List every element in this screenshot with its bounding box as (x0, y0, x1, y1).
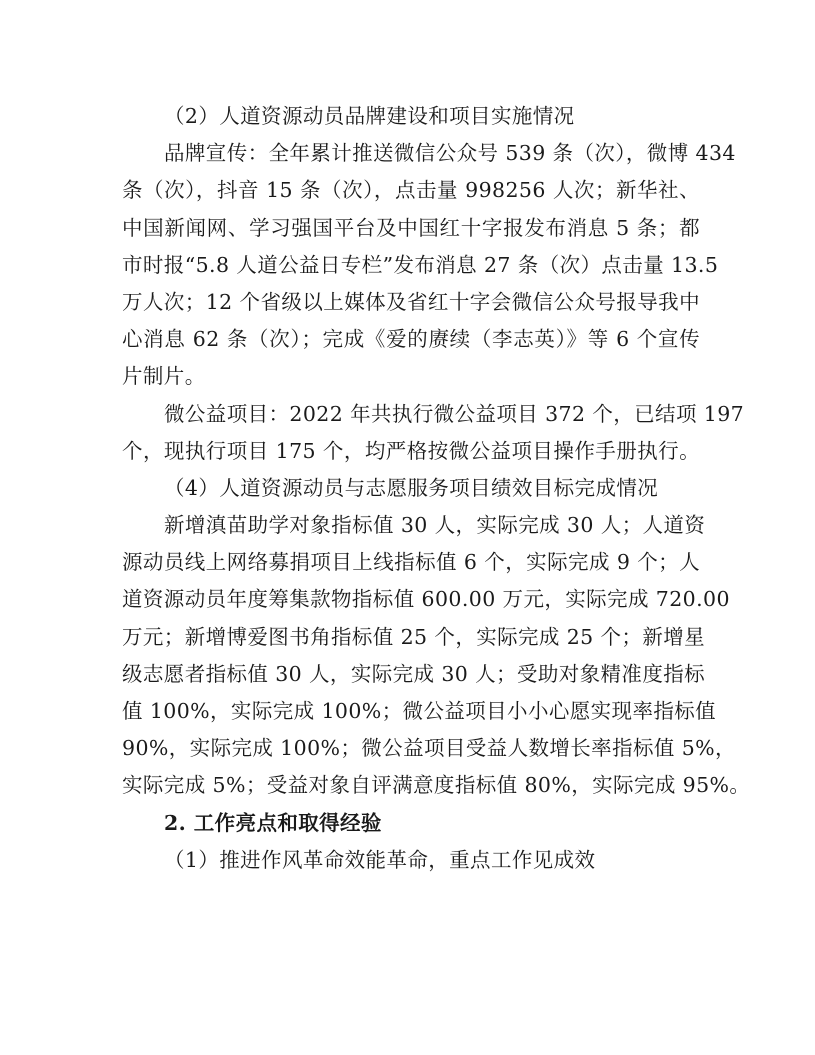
section-heading-brand: （2）人道资源动员品牌建设和项目实施情况 (164, 104, 575, 128)
paragraph-line: 级志愿者指标值 30 人，实际完成 30 人；受助对象精准度指标 (122, 661, 706, 686)
paragraph-line: 值 100%，实际完成 100%；微公益项目小小心愿实现率指标值 (122, 699, 717, 723)
paragraph-line: 品牌宣传：全年累计推送微信公众号 539 条（次），微博 434 (164, 141, 736, 166)
paragraph-line: 源动员线上网络募捐项目上线指标值 6 个，实际完成 9 个；人 (122, 550, 700, 575)
paragraph-line: 个，现执行项目 175 个，均严格按微公益项目操作手册执行。 (122, 438, 700, 463)
document-page (122, 98, 751, 879)
paragraph-line: 万人次；12 个省级以上媒体及省红十字会微信公众号报导我中 (122, 289, 700, 314)
paragraph-line: 实际完成 5%；受益对象自评满意度指标值 80%，实际完成 95%。 (122, 773, 751, 798)
paragraph-line: 万元；新增博爱图书角指标值 25 个，实际完成 25 个；新增星 (122, 624, 706, 649)
paragraph-line: 片制片。 (122, 364, 206, 389)
paragraph-line: 中国新闻网、学习强国平台及中国红十字报发布消息 5 条；都 (122, 215, 700, 240)
paragraph-line: 新增滇苗助学对象指标值 30 人，实际完成 30 人；人道资 (164, 513, 706, 538)
paragraph-line: 条（次），抖音 15 条（次），点击量 998256 人次；新华社、 (122, 178, 700, 203)
paragraph-line: 心消息 62 条（次）；完成《爱的赓续（李志英）》等 6 个宣传 (122, 327, 700, 352)
paragraph-line: 市时报“5.8 人道公益日专栏”发布消息 27 条（次）点击量 13.5 (122, 252, 719, 277)
paragraph-line: 90%，实际完成 100%；微公益项目受益人数增长率指标值 5%， (122, 736, 736, 761)
section-heading-highlights: 2. 工作亮点和取得经验 (164, 810, 382, 835)
subsection-heading: （1）推进作风革命效能革命，重点工作见成效 (164, 847, 596, 872)
paragraph-line: 微公益项目：2022 年共执行微公益项目 372 个，已结项 197 (164, 401, 745, 426)
section-heading-targets: （4）人道资源动员与志愿服务项目绩效目标完成情况 (164, 475, 659, 500)
paragraph-line: 道资源动员年度筹集款物指标值 600.00 万元，实际完成 720.00 (122, 587, 730, 612)
